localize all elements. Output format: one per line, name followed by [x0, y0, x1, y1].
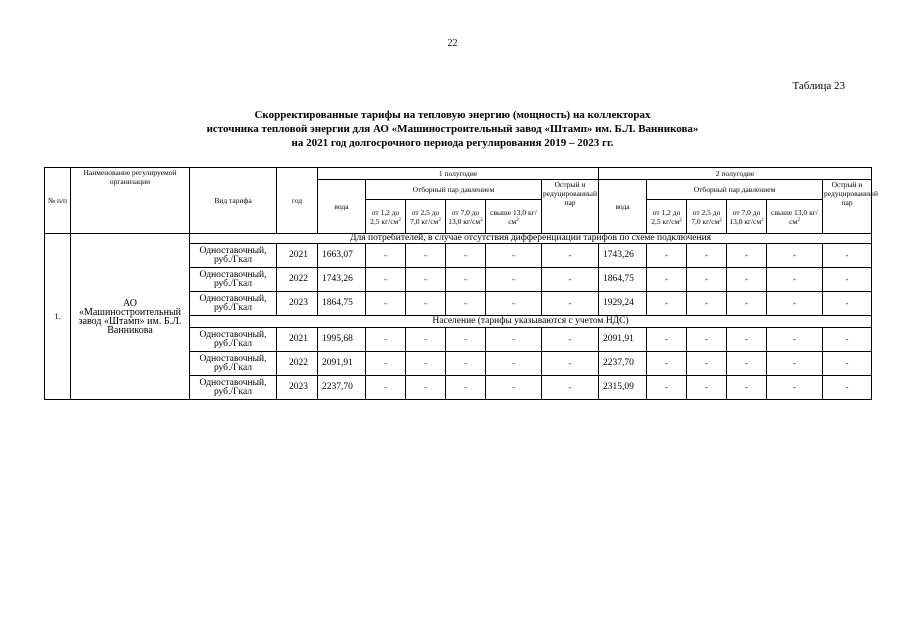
- year: 2021: [277, 244, 318, 268]
- cell-dash: -: [647, 328, 687, 352]
- header-half1: 1 полугодие: [318, 168, 599, 180]
- cell-dash: -: [406, 292, 446, 316]
- header-steam-selected-2: Отборный пар давлением: [647, 180, 823, 200]
- table-label: Таблица 23: [792, 80, 845, 92]
- tariffs-table: [44, 167, 878, 400]
- water-half2: 2237,70: [599, 352, 647, 376]
- cell-dash: -: [727, 328, 767, 352]
- cell-dash: -: [687, 352, 727, 376]
- cell-dash: -: [446, 352, 486, 376]
- cell-dash: -: [542, 268, 599, 292]
- title-line-3: на 2021 год долгосрочного периода регулирования 2019 – 2023 гг.: [291, 137, 614, 149]
- cell-dash: -: [687, 292, 727, 316]
- cell-dash: -: [486, 292, 542, 316]
- cell-dash: -: [767, 328, 823, 352]
- water-half2: 1864,75: [599, 268, 647, 292]
- cell-dash: -: [823, 268, 872, 292]
- header-pressure-4: свыше 13,0 $кг/см^2$: [486, 200, 542, 234]
- cell-dash: -: [823, 352, 872, 376]
- cell-dash: -: [647, 244, 687, 268]
- water-half1: 2091,91: [318, 352, 366, 376]
- cell-dash: -: [727, 352, 767, 376]
- water-half1: 1995,68: [318, 328, 366, 352]
- cell-dash: -: [542, 376, 599, 400]
- year: 2021: [277, 328, 318, 352]
- header-half2: 2 полугодие: [599, 168, 872, 180]
- cell-dash: -: [406, 328, 446, 352]
- cell-dash: -: [647, 292, 687, 316]
- cell-dash: -: [542, 352, 599, 376]
- cell-dash: -: [727, 376, 767, 400]
- cell-dash: -: [647, 268, 687, 292]
- cell-dash: -: [366, 352, 406, 376]
- cell-dash: -: [486, 268, 542, 292]
- tariff-type: Одноставочный, руб./Гкал: [190, 292, 277, 316]
- org-name: АО «Машиностроительный завод «Штамп» им. Б.Л. Ванникова: [71, 234, 190, 400]
- header-pressure-1: от 1,2 до 2,5 $кг/см^2$: [647, 200, 687, 234]
- cell-dash: -: [647, 376, 687, 400]
- header-water-2: вода: [599, 180, 647, 234]
- cell-dash: -: [687, 268, 727, 292]
- water-half1: 1743,26: [318, 268, 366, 292]
- header-sharp-steam-1: Острый и редуцированный пар: [542, 180, 599, 234]
- cell-dash: -: [406, 376, 446, 400]
- cell-dash: -: [542, 292, 599, 316]
- section-title: Для потребителей, в случае отсутствия дифференциации тарифов по схеме подключения: [190, 234, 872, 244]
- cell-dash: -: [366, 376, 406, 400]
- cell-dash: -: [823, 376, 872, 400]
- cell-dash: -: [823, 328, 872, 352]
- title-line-2: источника тепловой энергии для АО «Машиностроительный завод «Штамп» им. Б.Л. Ванникова»: [206, 123, 699, 135]
- header-sharp-steam-2: Острый и редуцированный пар: [823, 180, 872, 234]
- cell-dash: -: [446, 268, 486, 292]
- cell-dash: -: [767, 268, 823, 292]
- water-half2: 2315,09: [599, 376, 647, 400]
- cell-dash: -: [647, 352, 687, 376]
- water-half1: 2237,70: [318, 376, 366, 400]
- cell-dash: -: [687, 376, 727, 400]
- cell-dash: -: [687, 244, 727, 268]
- water-half2: 1743,26: [599, 244, 647, 268]
- header-pressure-3: от 7,0 до 13,0 $кг/см^2$: [446, 200, 486, 234]
- header-tariff-type: Вид тарифа: [190, 168, 277, 234]
- cell-dash: -: [767, 376, 823, 400]
- cell-dash: -: [486, 328, 542, 352]
- header-org-name: Наименование регулируемой организации: [71, 168, 190, 234]
- cell-dash: -: [823, 292, 872, 316]
- cell-dash: -: [767, 352, 823, 376]
- cell-dash: -: [406, 268, 446, 292]
- header-num: № п/п: [45, 168, 71, 234]
- year: 2022: [277, 352, 318, 376]
- section-title: Население (тарифы указываются с учетом НДС): [190, 316, 872, 328]
- cell-dash: -: [366, 268, 406, 292]
- cell-dash: -: [446, 376, 486, 400]
- water-half1: 1663,07: [318, 244, 366, 268]
- year: 2023: [277, 376, 318, 400]
- cell-dash: -: [727, 268, 767, 292]
- header-steam-selected-1: Отборный пар давлением: [366, 180, 542, 200]
- cell-dash: -: [486, 352, 542, 376]
- table-title: [0, 108, 905, 150]
- cell-dash: -: [366, 244, 406, 268]
- header-pressure-3: от 7,0 до 13,0 $кг/см^2$: [727, 200, 767, 234]
- cell-dash: -: [727, 244, 767, 268]
- water-half1: 1864,75: [318, 292, 366, 316]
- water-half2: 1929,24: [599, 292, 647, 316]
- cell-dash: -: [486, 244, 542, 268]
- cell-dash: -: [366, 292, 406, 316]
- header-pressure-2: от 2,5 до 7,0 $кг/см^2$: [687, 200, 727, 234]
- cell-dash: -: [406, 244, 446, 268]
- header-pressure-1: от 1,2 до 2,5 $кг/см^2$: [366, 200, 406, 234]
- tariff-type: Одноставочный, руб./Гкал: [190, 244, 277, 268]
- year: 2023: [277, 292, 318, 316]
- cell-dash: -: [366, 328, 406, 352]
- cell-dash: -: [406, 352, 446, 376]
- page-number: 22: [447, 38, 458, 49]
- cell-dash: -: [446, 292, 486, 316]
- cell-dash: -: [542, 328, 599, 352]
- cell-dash: -: [446, 244, 486, 268]
- tariff-type: Одноставочный, руб./Гкал: [190, 268, 277, 292]
- cell-dash: -: [823, 244, 872, 268]
- header-pressure-4: свыше 13,0 $кг/см^2$: [767, 200, 823, 234]
- cell-dash: -: [687, 328, 727, 352]
- cell-dash: -: [486, 376, 542, 400]
- header-year: год: [277, 168, 318, 234]
- org-number: 1.: [45, 234, 71, 400]
- cell-dash: -: [542, 244, 599, 268]
- water-half2: 2091,91: [599, 328, 647, 352]
- header-water-1: вода: [318, 180, 366, 234]
- year: 2022: [277, 268, 318, 292]
- cell-dash: -: [727, 292, 767, 316]
- title-line-1: Скорректированные тарифы на тепловую энергию (мощность) на коллекторах: [254, 109, 651, 121]
- cell-dash: -: [767, 292, 823, 316]
- cell-dash: -: [446, 328, 486, 352]
- header-pressure-2: от 2,5 до 7,0 $кг/см^2$: [406, 200, 446, 234]
- tariff-type: Одноставочный, руб./Гкал: [190, 352, 277, 376]
- tariff-type: Одноставочный, руб./Гкал: [190, 376, 277, 400]
- tariff-type: Одноставочный, руб./Гкал: [190, 328, 277, 352]
- cell-dash: -: [767, 244, 823, 268]
